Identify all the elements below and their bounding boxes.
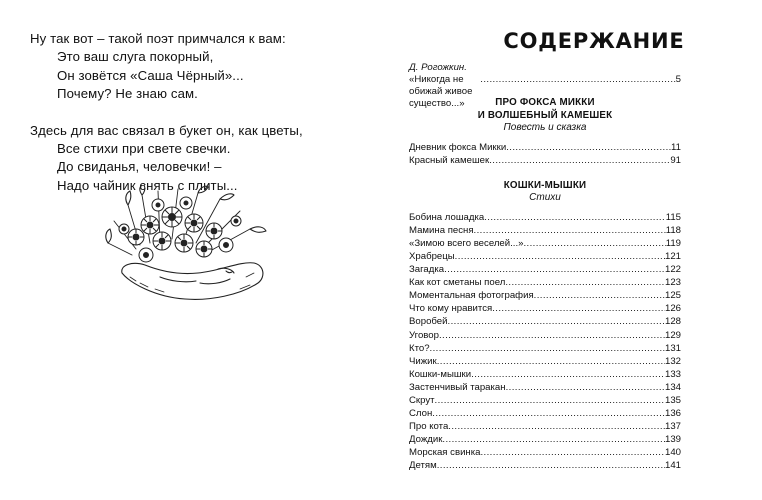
toc-entry[interactable] (409, 355, 681, 368)
toc-leader-dots (505, 276, 665, 289)
flower-bouquet-illustration (100, 185, 275, 310)
toc-entry-title: Загадка (409, 264, 445, 276)
toc-leader-dots (437, 459, 665, 472)
toc-entry-title: Скрут (409, 395, 435, 406)
poem-line: Почему? Не знаю сам. (57, 86, 198, 102)
toc-leader-dots (455, 250, 665, 263)
toc-leader-dots (435, 394, 665, 407)
toc-entry-page: 115 (665, 211, 681, 223)
toc-leader-dots (448, 420, 665, 433)
toc-entry-page: 125 (664, 290, 681, 302)
toc-leader-dots (523, 237, 665, 250)
toc-entry[interactable] (409, 141, 681, 154)
toc-entry[interactable] (409, 420, 681, 433)
toc-entry-title: Бобина лошадка (409, 211, 485, 223)
toc-leader-dots (492, 302, 665, 315)
toc-entry-page: 119 (665, 237, 681, 249)
poem-stanza (30, 30, 360, 104)
toc-entry[interactable] (409, 407, 681, 420)
toc-entry-title: Про кота (409, 421, 449, 433)
poem-line: Это ваш слуга покорный, (57, 49, 214, 65)
toc-entry-page: 134 (664, 381, 681, 393)
toc-entry[interactable] (409, 381, 681, 394)
section-entries (409, 211, 681, 473)
toc-leader-dots (474, 224, 666, 237)
section-subtitle: Повесть и сказка (503, 122, 587, 133)
toc-entry[interactable] (409, 211, 681, 224)
toc-leader-dots (448, 315, 665, 328)
toc-entry[interactable] (409, 250, 681, 263)
toc-entry-page: 128 (664, 316, 681, 328)
toc-entry-page: 136 (664, 408, 681, 420)
poem-line: До свиданья, человечки! – (57, 159, 222, 175)
toc-entry[interactable] (409, 315, 681, 328)
toc-entry-page: 121 (664, 250, 681, 262)
toc-leader-dots (506, 381, 665, 394)
toc-leader-dots (534, 289, 665, 302)
poem-line: Здесь для вас связал в букет он, как цветы, (30, 122, 303, 138)
toc-entry-page: 118 (665, 224, 681, 236)
section-subtitle: Стихи (529, 192, 561, 204)
toc-leader-dots (471, 368, 665, 381)
toc-entry-title: Детям (409, 460, 437, 472)
toc-leader-dots (432, 407, 665, 420)
toc-entry-page: 126 (664, 303, 681, 315)
section-heading (409, 180, 681, 193)
toc-entry-title: Застенчивый таракан (409, 381, 506, 393)
toc-entry-title: Моментальная фотография (409, 290, 534, 302)
section-heading-line: КОШКИ-МЫШКИ (503, 179, 587, 191)
toc-leader-dots (430, 342, 665, 355)
toc-entry-page: 132 (664, 355, 681, 367)
poem-line: Все стихи при свете свечки. (57, 141, 231, 157)
toc-leader-dots (442, 433, 665, 446)
toc-leader-dots (489, 154, 670, 167)
toc-entry[interactable] (409, 224, 681, 237)
toc-leader-dots (480, 446, 665, 459)
toc-entry-page: 91 (670, 154, 681, 166)
section-heading-line: И ВОЛШЕБНЫЙ КАМЕШЕК (477, 109, 613, 121)
toc-leader-dots (484, 211, 666, 224)
toc-entry-page: 141 (664, 460, 681, 472)
toc-entry[interactable] (409, 263, 681, 276)
toc-title: СОДЕРЖАНИЕ (503, 29, 685, 53)
toc-entry-page: 135 (664, 395, 681, 406)
toc-entry-page: 123 (664, 277, 681, 289)
toc-entry[interactable] (409, 276, 681, 289)
toc-entry-title: Красный камешек (409, 154, 490, 166)
right-page (381, 0, 762, 500)
intro-author: Д. Рогожкин. (409, 62, 467, 73)
toc-entry[interactable] (409, 237, 681, 250)
toc-entry-title: Как кот сметаны поел (409, 277, 506, 289)
toc-entry[interactable] (409, 154, 681, 167)
toc-entry-page: 133 (664, 368, 681, 380)
toc-leader-dots (444, 263, 665, 276)
toc-entry-title: Мамина песня (409, 224, 474, 236)
toc-entry[interactable] (409, 329, 681, 342)
toc-entry-title: «Никогда не обижай живое существо...» (409, 74, 473, 109)
toc-entry-title: Кто? (409, 342, 430, 354)
toc-entry-title: «Зимою всего веселей...» (409, 237, 524, 249)
toc-entry[interactable] (409, 433, 681, 446)
toc-entry-title: Воробей (409, 316, 448, 328)
toc-entry[interactable] (409, 342, 681, 355)
toc-entry-title: Уговор (409, 329, 439, 341)
toc-leader-dots (480, 74, 675, 86)
toc-entry-page: 140 (664, 447, 681, 459)
toc-entry[interactable] (409, 368, 681, 381)
sleeping-figure-face (218, 268, 234, 273)
toc-entry-title: Кошки-мышки (409, 368, 472, 380)
flower-heads (119, 197, 241, 262)
toc-leader-dots (439, 329, 665, 342)
toc-entry-title: Храбрецы (409, 250, 455, 262)
poem-line: Надо чайник снять с плиты... (57, 177, 238, 193)
toc-entry-title: Что кому нравится (409, 303, 493, 315)
section-heading-line: ПРО ФОКСА МИККИ (495, 97, 595, 108)
toc-entry[interactable] (409, 394, 681, 407)
toc-entry-page: 129 (664, 329, 681, 341)
toc-entry[interactable] (409, 459, 681, 472)
toc-entry-page: 5 (675, 74, 681, 85)
toc-entry[interactable] (409, 289, 681, 302)
toc-entry-page: 137 (664, 421, 681, 433)
toc-entry-page: 131 (664, 342, 681, 354)
poem-line: Он зовётся «Саша Чёрный»... (57, 67, 244, 83)
sleeping-figure-hand (160, 277, 230, 284)
table-of-contents (409, 62, 681, 473)
toc-entry-page: 122 (664, 264, 681, 276)
toc-entry-title: Чижик (409, 355, 437, 367)
toc-entry-title: Дневник фокса Микки (409, 141, 507, 153)
toc-leader-dots (437, 355, 665, 368)
toc-entry-title: Дождик (409, 434, 443, 446)
toc-entry-page: 11 (671, 141, 681, 153)
toc-entry[interactable] (409, 302, 681, 315)
poem-line: Ну так вот – такой поэт примчался к вам: (30, 31, 286, 46)
toc-leader-dots (506, 141, 671, 154)
toc-entry-title: Слон (409, 408, 433, 420)
toc-entry[interactable] (409, 446, 681, 459)
toc-entry-page: 139 (664, 434, 681, 446)
toc-entry-title: Морская свинка (409, 447, 481, 459)
